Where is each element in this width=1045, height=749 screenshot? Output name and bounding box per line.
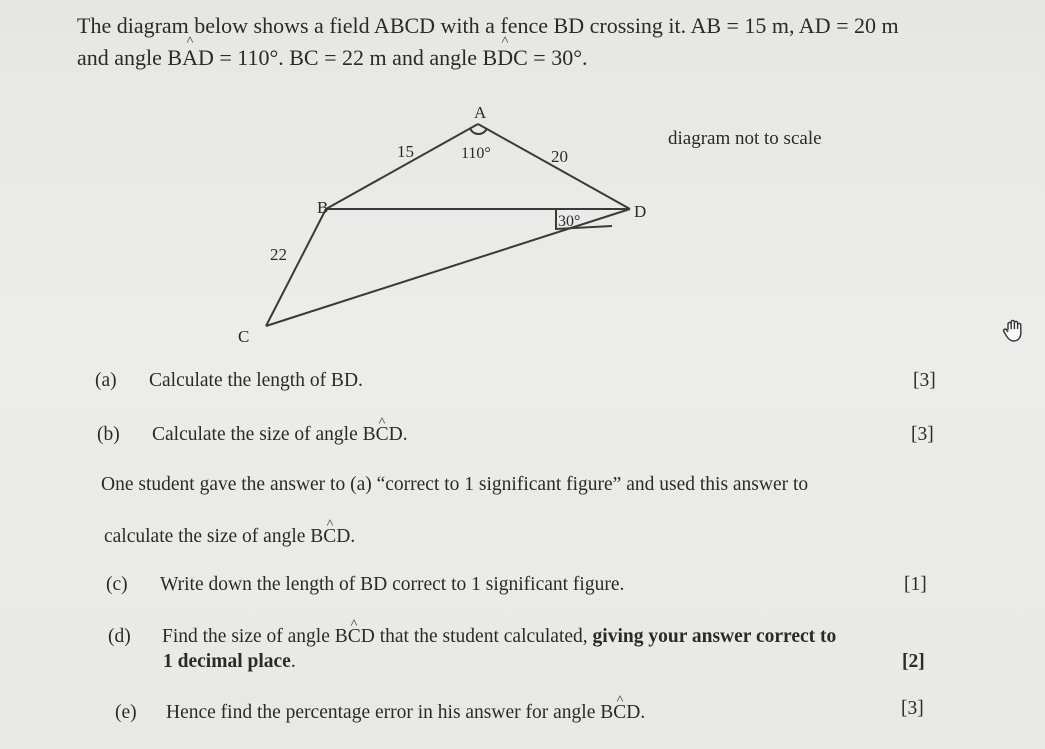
angle-D-value: 30° [558,213,581,230]
side-AD [478,124,630,209]
question-text: D that the student calculated, [360,626,593,647]
angle-A-value: 110° [461,145,491,162]
question-a-marks: [3] [913,370,936,391]
question-text: . [290,651,296,672]
question-d-text [162,626,836,648]
question-b-letter: (b) [97,424,120,445]
question-a-text: Calculate the length of BD. [149,370,363,391]
vertex-label-D: D [634,202,647,221]
question-e-text [166,702,645,724]
question-a-letter: (a) [95,370,117,391]
not-to-scale-note: diagram not to scale [668,128,822,149]
question-c-text: Write down the length of BD correct to 1 significant figure. [160,574,625,595]
question-text: Hence find the percentage error in his answer for angle B [166,702,614,723]
hand-cursor-icon [1001,318,1027,344]
side-AB [326,124,478,209]
question-text: Find the size of angle B [162,626,348,647]
question-d-marks: [2] [902,651,925,672]
question-d-text-line-2 [163,651,296,673]
length-BC: 22 [270,245,287,264]
question-text: calculate the size of angle B [104,526,324,547]
angle-vertex-letter: ^ C [376,424,389,446]
angle-vertex-letter: ^ C [348,626,361,648]
angle-vertex-letter: ^ C [323,526,336,548]
question-e-letter: (e) [115,702,137,723]
question-b-text [152,424,408,446]
intro-line-1: The diagram below shows a field ABCD with a fence BD crossing it. AB = 15 m, AD = 20 m [77,13,899,38]
length-AD: 20 [551,147,568,166]
question-c-letter: (c) [106,574,128,595]
angle-vertex-letter: ^ C [613,702,626,724]
angle-A-arc [470,128,487,134]
vertex-label-A: A [474,103,487,122]
question-text: D. [336,526,356,547]
question-b-marks: [3] [911,424,934,445]
vertex-label-B: B [317,198,329,217]
angle-vertex-letter: ^ A [182,43,198,73]
question-emphasis: 1 decimal place [163,651,291,672]
question-text: D. [626,702,646,723]
intro-text: D = 110°. BC = 22 m and angle B [197,45,498,70]
question-text: D. [388,424,408,445]
question-d-letter: (d) [108,626,131,647]
question-text: Calculate the size of angle B [152,424,376,445]
angle-vertex-letter: ^ D [497,43,513,73]
intro-text: C = 30°. [513,45,588,70]
student-statement-line-2 [104,526,355,548]
length-AB: 15 [397,142,414,161]
vertex-label-C: C [238,327,250,346]
intro-text: and angle B [77,45,183,70]
question-emphasis: giving your answer correct to [592,626,837,647]
question-e-marks: [3] [901,698,924,719]
side-BC [266,209,326,326]
question-c-marks: [1] [904,574,927,595]
student-statement-line-1: One student gave the answer to (a) “correct to 1 significant figure” and used this answer to [101,474,809,495]
